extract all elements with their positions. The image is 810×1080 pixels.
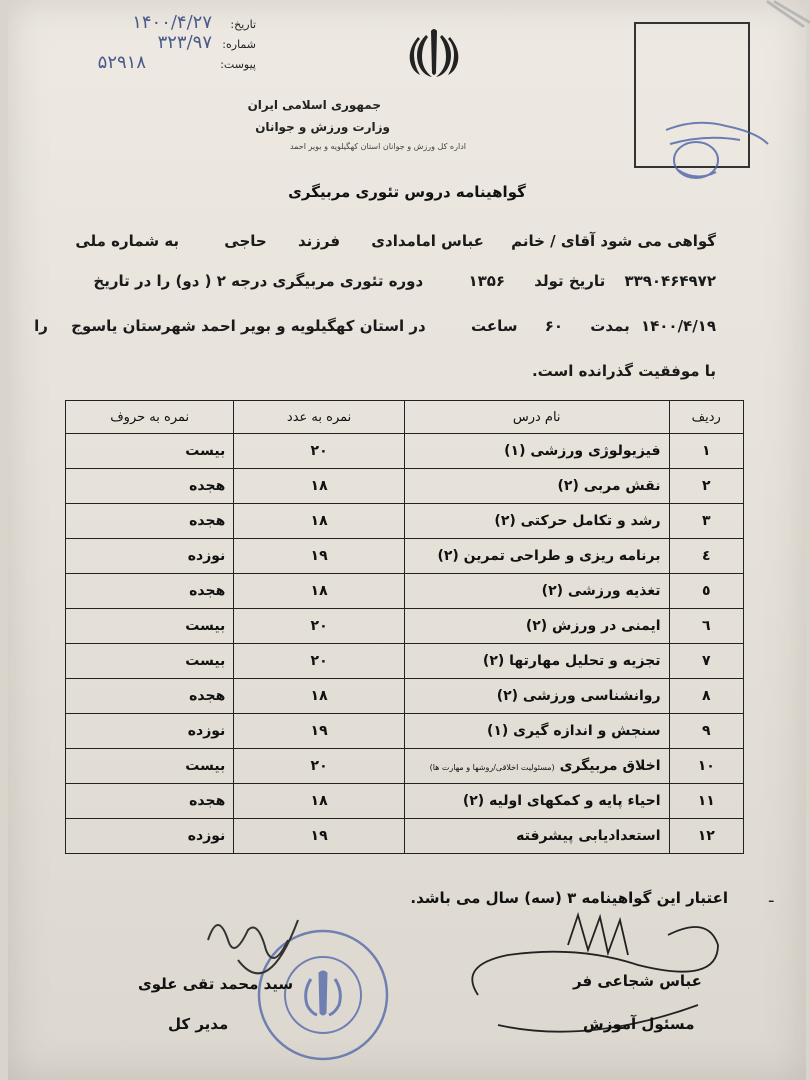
table-row [66, 819, 744, 854]
text-hours: ساعت [470, 317, 518, 335]
grades-table [65, 400, 744, 854]
row-number: ۳ [669, 504, 743, 539]
table-header-row [66, 401, 744, 434]
row-number: ۸ [669, 679, 743, 714]
table-row [66, 609, 744, 644]
table-row [66, 504, 744, 539]
paragraph-line-1 [76, 232, 716, 250]
training-officer-name: عباس شجاعی فر [573, 972, 702, 990]
grade-number: ۱۸ [234, 469, 405, 504]
grade-number: ۱۸ [234, 679, 405, 714]
table-row [66, 539, 744, 574]
row-number: ۹ [669, 714, 743, 749]
grade-number: ۱۹ [234, 714, 405, 749]
org-line-country: جمهوری اسلامی ایران [247, 98, 381, 112]
director-title: مدیر کل [168, 1015, 229, 1033]
table-row [66, 679, 744, 714]
course-date-value: ۱۴۰۰/۴/۱۹ [640, 317, 716, 335]
org-line-department: اداره کل ورزش و جوانان استان کهگیلویه و بویر احمد [289, 142, 466, 151]
certificate-paper [8, 0, 806, 1080]
table-row [66, 714, 744, 749]
row-number: ٦ [669, 609, 743, 644]
text-national-id: به شماره ملی [75, 232, 180, 250]
number-label: شماره: [222, 38, 256, 51]
table-row [66, 574, 744, 609]
row-number: ٥ [669, 574, 743, 609]
course-name-with-note [404, 749, 669, 784]
course-note: (مسئولیت اخلاقی/روشها و مهارت ها) [429, 763, 555, 772]
table-row [66, 644, 744, 679]
paragraph-line-3 [34, 317, 716, 335]
table-row [66, 784, 744, 819]
grade-number: ۲۰ [234, 749, 405, 784]
attachment-value: ۵۲۹۱۸ [97, 52, 146, 73]
grade-words: نوزده [66, 714, 234, 749]
date-label: تاریخ: [230, 18, 256, 31]
certificate-title: گواهینامه دروس تئوری مربیگری [288, 183, 526, 201]
grade-number: ۱۸ [234, 574, 405, 609]
course-name: ایمنی در ورزش (۲) [404, 609, 669, 644]
grade-number: ۲۰ [234, 434, 405, 469]
paperclip-icon [763, 0, 810, 30]
course-name: نقش مربی (۲) [404, 469, 669, 504]
stamp-icon [656, 110, 776, 190]
course-name: تجزیه و تحلیل مهارتها (۲) [404, 644, 669, 679]
number-value: ۳۲۳/۹۷ [157, 32, 212, 53]
header-grade-number: نمره به عدد [234, 401, 405, 434]
grade-words: بیست [66, 609, 234, 644]
table-row [66, 749, 744, 784]
course-name: استعدادیابی پیشرفته [404, 819, 669, 854]
grade-number: ۲۰ [234, 644, 405, 679]
letter-header-fields [26, 12, 256, 78]
row-number: ۱ [669, 434, 743, 469]
text-duration: بمدت [590, 317, 630, 335]
row-number: ۱۰ [669, 749, 743, 784]
text-location: در استان کهگیلویه و بویر احمد شهرستان یاسوج [71, 317, 426, 335]
grade-number: ۱۸ [234, 504, 405, 539]
table-row [66, 434, 744, 469]
text-course-level: دوره تئوری مربیگری درجه ۲ ( دو) را در تاریخ [93, 272, 424, 290]
grade-words: بیست [66, 749, 234, 784]
grade-words: نوزده [66, 539, 234, 574]
text-birth-date: تاریخ تولد [534, 272, 606, 290]
birth-year-value: ۱۳۵۶ [468, 272, 506, 290]
course-name: سنجش و اندازه گیری (۱) [404, 714, 669, 749]
iran-emblem-icon [404, 25, 464, 83]
grade-number: ۱۹ [234, 819, 405, 854]
holder-name: عباس امامدادی [371, 232, 484, 250]
row-number: ۱۲ [669, 819, 743, 854]
grade-words: هجده [66, 679, 234, 714]
grade-words: هجده [66, 784, 234, 819]
header-grade-words: نمره به حروف [66, 401, 234, 434]
validity-note: اعتبار این گواهینامه ۳ (سه) سال می باشد. [410, 889, 728, 907]
header-course-name: نام درس [404, 401, 669, 434]
grade-words: هجده [66, 469, 234, 504]
course-name: تغذیه ورزشی (۲) [404, 574, 669, 609]
header-row-number: ردیف [669, 401, 743, 434]
date-value: ۱۴۰۰/۴/۲۷ [132, 12, 212, 33]
training-officer-title: مسئول آموزش [583, 1015, 695, 1033]
row-number: ۷ [669, 644, 743, 679]
bullet-dash: - [768, 890, 775, 911]
grade-words: نوزده [66, 819, 234, 854]
father-name: حاجی [224, 232, 267, 250]
org-line-ministry: وزارت ورزش و جوانان [255, 120, 390, 134]
grade-words: بیست [66, 644, 234, 679]
table-row [66, 469, 744, 504]
grade-number: ۱۹ [234, 539, 405, 574]
grade-words: هجده [66, 504, 234, 539]
hours-value: ۶۰ [544, 317, 564, 335]
course-name: رشد و تکامل حرکتی (۲) [404, 504, 669, 539]
attachment-label: پیوست: [220, 58, 256, 71]
signature-director-icon [148, 900, 368, 1020]
text-child-of: فرزند [297, 232, 341, 250]
grade-number: ۱۸ [234, 784, 405, 819]
course-name: روانشناسی ورزشی (۲) [404, 679, 669, 714]
row-number: ٤ [669, 539, 743, 574]
paragraph-line-2 [76, 272, 716, 290]
grade-words: هجده [66, 574, 234, 609]
text-certify: گواهی می شود آقای / خانم [511, 232, 716, 250]
paragraph-line-4: با موفقیت گذرانده است. [531, 362, 716, 380]
grade-words: بیست [66, 434, 234, 469]
row-number: ۱۱ [669, 784, 743, 819]
national-id-value: ۳۳۹۰۴۶۴۹۷۲ [624, 272, 716, 290]
director-name: سید محمد تقی علوی [138, 975, 294, 993]
course-name: احیاء پایه و کمکهای اولیه (۲) [404, 784, 669, 819]
course-name: فیزیولوژی ورزشی (۱) [404, 434, 669, 469]
row-number: ۲ [669, 469, 743, 504]
course-name: برنامه ریزی و طراحی تمرین (۲) [404, 539, 669, 574]
text-ra: را [34, 317, 48, 335]
grade-number: ۲۰ [234, 609, 405, 644]
course-name: اخلاق مربیگری [559, 758, 661, 774]
